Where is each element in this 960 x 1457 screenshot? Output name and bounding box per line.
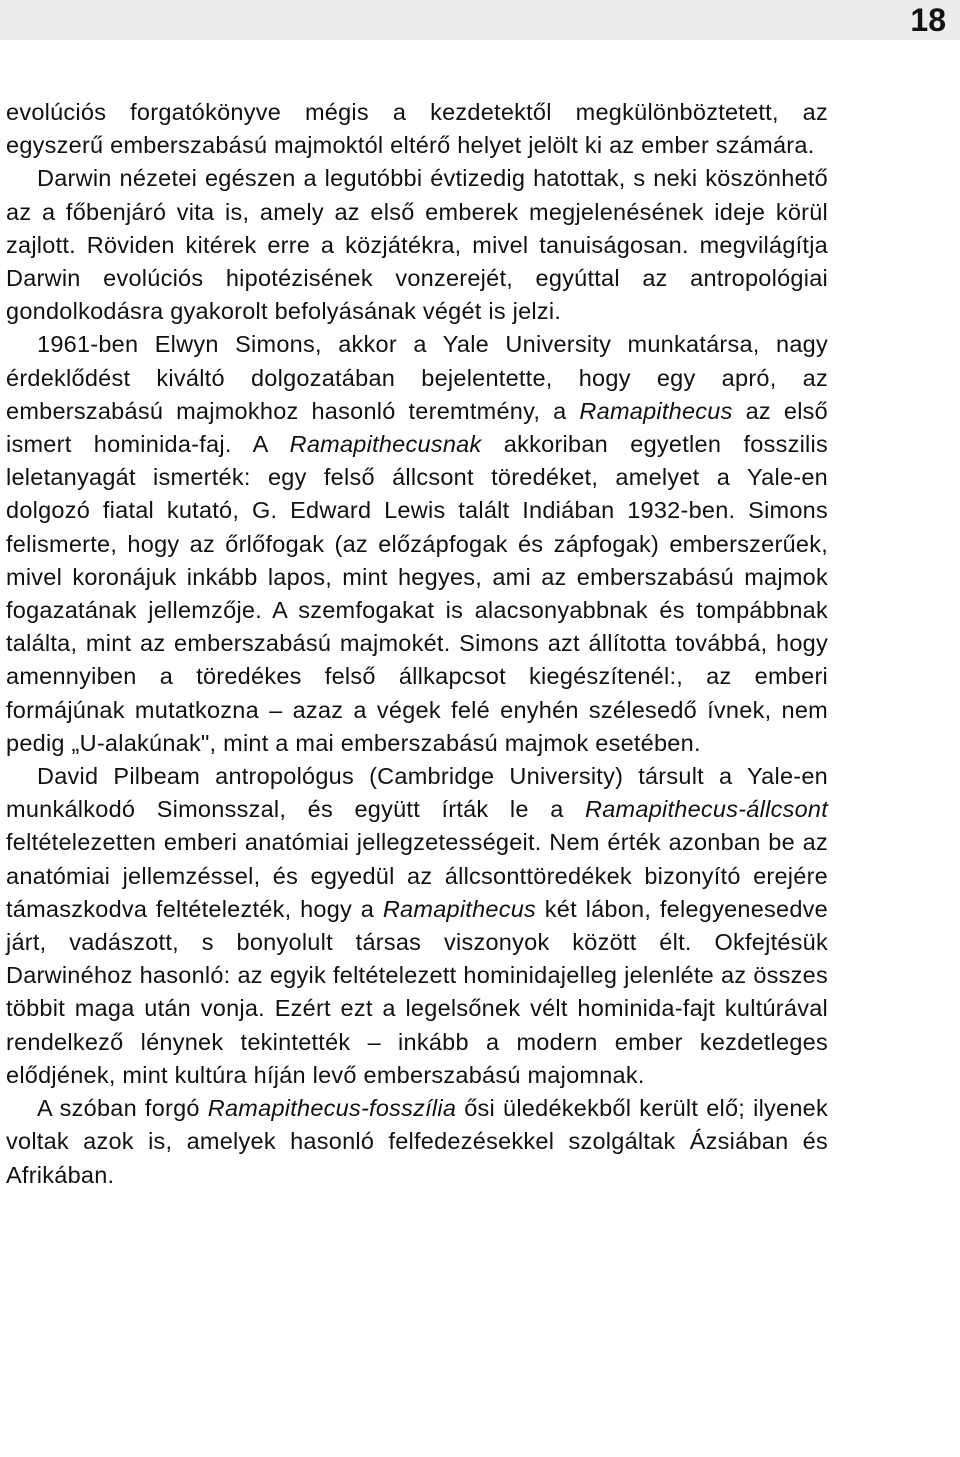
paragraph (6, 760, 828, 1092)
paragraph-text: A szóban forgó (37, 1095, 208, 1122)
paragraph-text: ősi üledékekből került elő; ilyenek voltak azok is, amelyek hasonló felfedezésekkel szolgáltak Ázsiában és Afrikában. (6, 1095, 828, 1188)
italic-text: Ramapithecusnak (289, 431, 482, 458)
paragraph (6, 1092, 828, 1192)
paragraph-text: 1961-ben Elwyn Simons, akkor a Yale University munkatársa, nagy érdeklődést kiváltó dolgozatában bejelentette, hogy egy apró, az emberszabású majmokhoz hasonló teremtmény, a (6, 331, 828, 424)
page-number: 18 (910, 2, 946, 38)
paragraph-text: evolúciós forgatókönyve mégis a kezdetektől megkülönböztetett, az egyszerű emberszabású majmoktól eltérő helyet jelölt ki az ember számára. (6, 99, 828, 159)
italic-text: Ramapithecus-fosszília (207, 1095, 457, 1122)
page-header (0, 0, 960, 40)
paragraph-text: akkoriban egyetlen fosszilis leletanyagát ismerték: egy felső állcsont töredéket, amelyet a Yale-en dolgozó fiatal kutató, G. Edward Lewis talált Indiában 1932-ben. Simons felismerte, hogy az őrlőfogak (az előzápfogak és zápfogak) emberszerűek, mivel koronájuk inkább lapos, mint hegyes, ami az emberszabású majmok fogazatának jellemzője. A szemfogakat is alacsonyabbnak és tompábbnak találta, mint az emberszabású majmokét. Simons azt állította továbbá, hogy amennyiben a töredékes felső állkapcsot kiegészítenél:, az emberi formájúnak mutatkozna – azaz a végek felé enyhén szélesedő ívnek, nem pedig „U-alakúnak", mint a mai emberszabású majmok esetében. (6, 431, 828, 756)
paragraph-text: két lábon, felegyenesedve járt, vadászott, s bonyolult társas viszonyok között élt. Okfejtésük Darwinéhoz hasonló: az egyik feltételezett hominidajelleg jelenléte az összes többit maga után vonja. Ezért ezt a legelsőnek vélt hominida-fajt kultúrával rendelkező lénynek tekintették – inkább a modern ember kezdetleges elődjének, mint kultúra híján levő emberszabású majomnak. (6, 895, 828, 1088)
paragraph-text: az első ismert hominida-faj. A (6, 397, 829, 458)
document-body (6, 96, 828, 1192)
paragraph (6, 162, 828, 328)
italic-text: Ramapithecus (579, 397, 733, 424)
paragraph (6, 328, 828, 760)
paragraph (6, 96, 828, 162)
italic-text: Ramapithecus (382, 895, 537, 922)
paragraph-text: David Pilbeam antropológus (Cambridge University) társult a Yale-en munkálkodó Simonsszal, és együtt írták le a (6, 763, 828, 823)
italic-text: Ramapithecus-állcsont (585, 796, 828, 823)
paragraph-text: feltételezetten emberi anatómiai jellegzetességeit. Nem érték azonban be az anatómiai jellemzéssel, és egyedül az állcsonttöredékek bizonyító erejére támaszkodva feltételezték, hogy a (6, 829, 828, 922)
paragraph-text: Darwin nézetei egészen a legutóbbi évtizedig hatottak, s neki köszönhető az a főbenjáró vita is, amely az első emberek megjelenésének ideje körül zajlott. Röviden kitérek erre a közjátékra, mivel tanuiságosan. megvilágítja Darwin evolúciós hipotézisének vonzerejét, egyúttal az antropológiai gondolkodásra gyakorolt befolyásának végét is jelzi. (6, 165, 828, 325)
